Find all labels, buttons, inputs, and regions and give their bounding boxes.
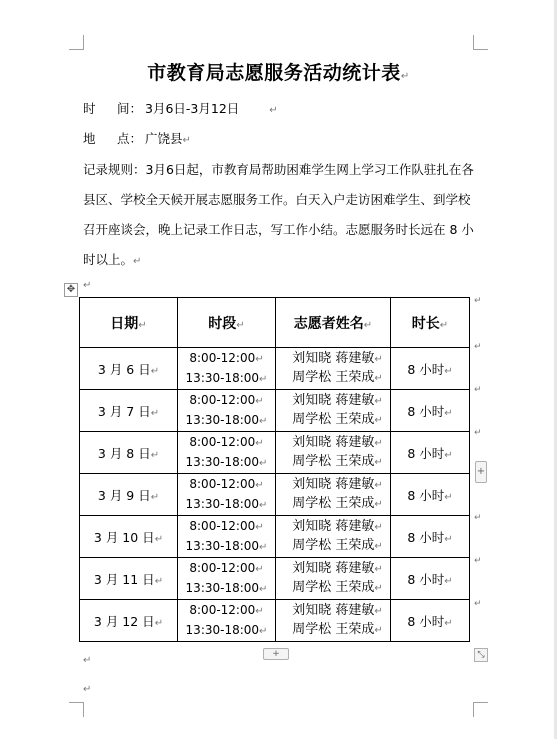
cell-names[interactable]: 刘知晓 蒋建敏↵ 周学松 王荣成↵ [276, 558, 391, 600]
table-row [80, 558, 470, 600]
cell-time[interactable]: 8:00-12:00↵ 13:30-18:00↵ [178, 558, 276, 600]
header-duration[interactable]: 时长↵ [391, 298, 470, 348]
paragraph-mark: ↵ [83, 655, 92, 666]
add-row-plus-icon[interactable]: + [263, 648, 289, 660]
cell-date[interactable]: 3 月 6 日↵ [80, 348, 178, 390]
margin-corner-bottom-right [473, 702, 488, 717]
row-end-mark: ↵ [474, 599, 482, 609]
paragraph-mark: ↵ [400, 71, 410, 82]
cell-names[interactable]: 刘知晓 蒋建敏↵ 周学松 王荣成↵ [276, 432, 391, 474]
row-end-mark: ↵ [474, 556, 482, 566]
row-end-mark: ↵ [474, 296, 482, 306]
paragraph-mark: ↵ [133, 256, 142, 267]
table-row [80, 432, 470, 474]
table-resize-handle-icon[interactable]: ⤡ [474, 648, 488, 662]
cell-date[interactable]: 3 月 12 日↵ [80, 600, 178, 642]
row-end-mark: ↵ [474, 342, 482, 352]
time-line[interactable] [83, 99, 278, 117]
cell-date[interactable]: 3 月 9 日↵ [80, 474, 178, 516]
cell-duration[interactable]: 8 小时↵ [391, 474, 470, 516]
cell-time[interactable]: 8:00-12:00↵ 13:30-18:00↵ [178, 390, 276, 432]
header-time[interactable]: 时段↵ [178, 298, 276, 348]
cell-date[interactable]: 3 月 11 日↵ [80, 558, 178, 600]
header-names[interactable]: 志愿者姓名↵ [276, 298, 391, 348]
cell-time[interactable]: 8:00-12:00↵ 13:30-18:00↵ [178, 516, 276, 558]
paragraph-mark: ↵ [182, 135, 191, 146]
table-move-handle-icon[interactable]: ✥ [64, 283, 78, 297]
table-row [80, 516, 470, 558]
margin-corner-bottom-left [69, 702, 84, 717]
cell-duration[interactable]: 8 小时↵ [391, 516, 470, 558]
rules-text: 记录规则：3月6日起，市教育局帮助困难学生网上学习工作队驻扎在各县区、学校全天候开展志愿服务工作。白天入户走访困难学生、到学校召开座谈会，晚上记录工作日志，写工作小结。志愿服务时长远在 8 小时以上。 [83, 162, 474, 267]
document-title[interactable] [0, 58, 557, 85]
cell-duration[interactable]: 8 小时↵ [391, 348, 470, 390]
table-row [80, 390, 470, 432]
cell-time[interactable]: 8:00-12:00↵ 13:30-18:00↵ [178, 432, 276, 474]
margin-corner-top-right [473, 35, 488, 50]
cell-duration[interactable]: 8 小时↵ [391, 432, 470, 474]
table-row [80, 348, 470, 390]
cell-names[interactable]: 刘知晓 蒋建敏↵ 周学松 王荣成↵ [276, 516, 391, 558]
rules-paragraph[interactable] [83, 155, 478, 277]
cell-time[interactable]: 8:00-12:00↵ 13:30-18:00↵ [178, 348, 276, 390]
cell-names[interactable]: 刘知晓 蒋建敏↵ 周学松 王荣成↵ [276, 348, 391, 390]
margin-corner-top-left [69, 35, 84, 50]
time-label: 时 间： [83, 101, 143, 116]
time-value: 3月6日-3月12日 [145, 101, 240, 116]
row-end-mark: ↵ [474, 513, 482, 523]
paragraph-mark: ↵ [83, 280, 92, 291]
table-row [80, 600, 470, 642]
table-row [80, 474, 470, 516]
cell-duration[interactable]: 8 小时↵ [391, 558, 470, 600]
header-date[interactable]: 日期↵ [80, 298, 178, 348]
cell-date[interactable]: 3 月 10 日↵ [80, 516, 178, 558]
cell-date[interactable]: 3 月 8 日↵ [80, 432, 178, 474]
place-line[interactable] [83, 129, 191, 147]
add-column-plus-icon[interactable]: + [475, 461, 487, 483]
cell-names[interactable]: 刘知晓 蒋建敏↵ 周学松 王荣成↵ [276, 600, 391, 642]
cell-time[interactable]: 8:00-12:00↵ 13:30-18:00↵ [178, 474, 276, 516]
place-value: 广饶县 [145, 131, 183, 146]
paragraph-mark: ↵ [269, 105, 278, 116]
place-label: 地 点： [83, 131, 143, 146]
title-text: 市教育局志愿服务活动统计表 [147, 62, 401, 84]
cell-duration[interactable]: 8 小时↵ [391, 600, 470, 642]
volunteer-table [79, 297, 470, 642]
paragraph-mark: ↵ [83, 684, 92, 695]
cell-time[interactable]: 8:00-12:00↵ 13:30-18:00↵ [178, 600, 276, 642]
row-end-mark: ↵ [474, 385, 482, 395]
cell-date[interactable]: 3 月 7 日↵ [80, 390, 178, 432]
cell-names[interactable]: 刘知晓 蒋建敏↵ 周学松 王荣成↵ [276, 474, 391, 516]
row-end-mark: ↵ [474, 428, 482, 438]
cell-names[interactable]: 刘知晓 蒋建敏↵ 周学松 王荣成↵ [276, 390, 391, 432]
cell-duration[interactable]: 8 小时↵ [391, 390, 470, 432]
table-header-row [80, 298, 470, 348]
